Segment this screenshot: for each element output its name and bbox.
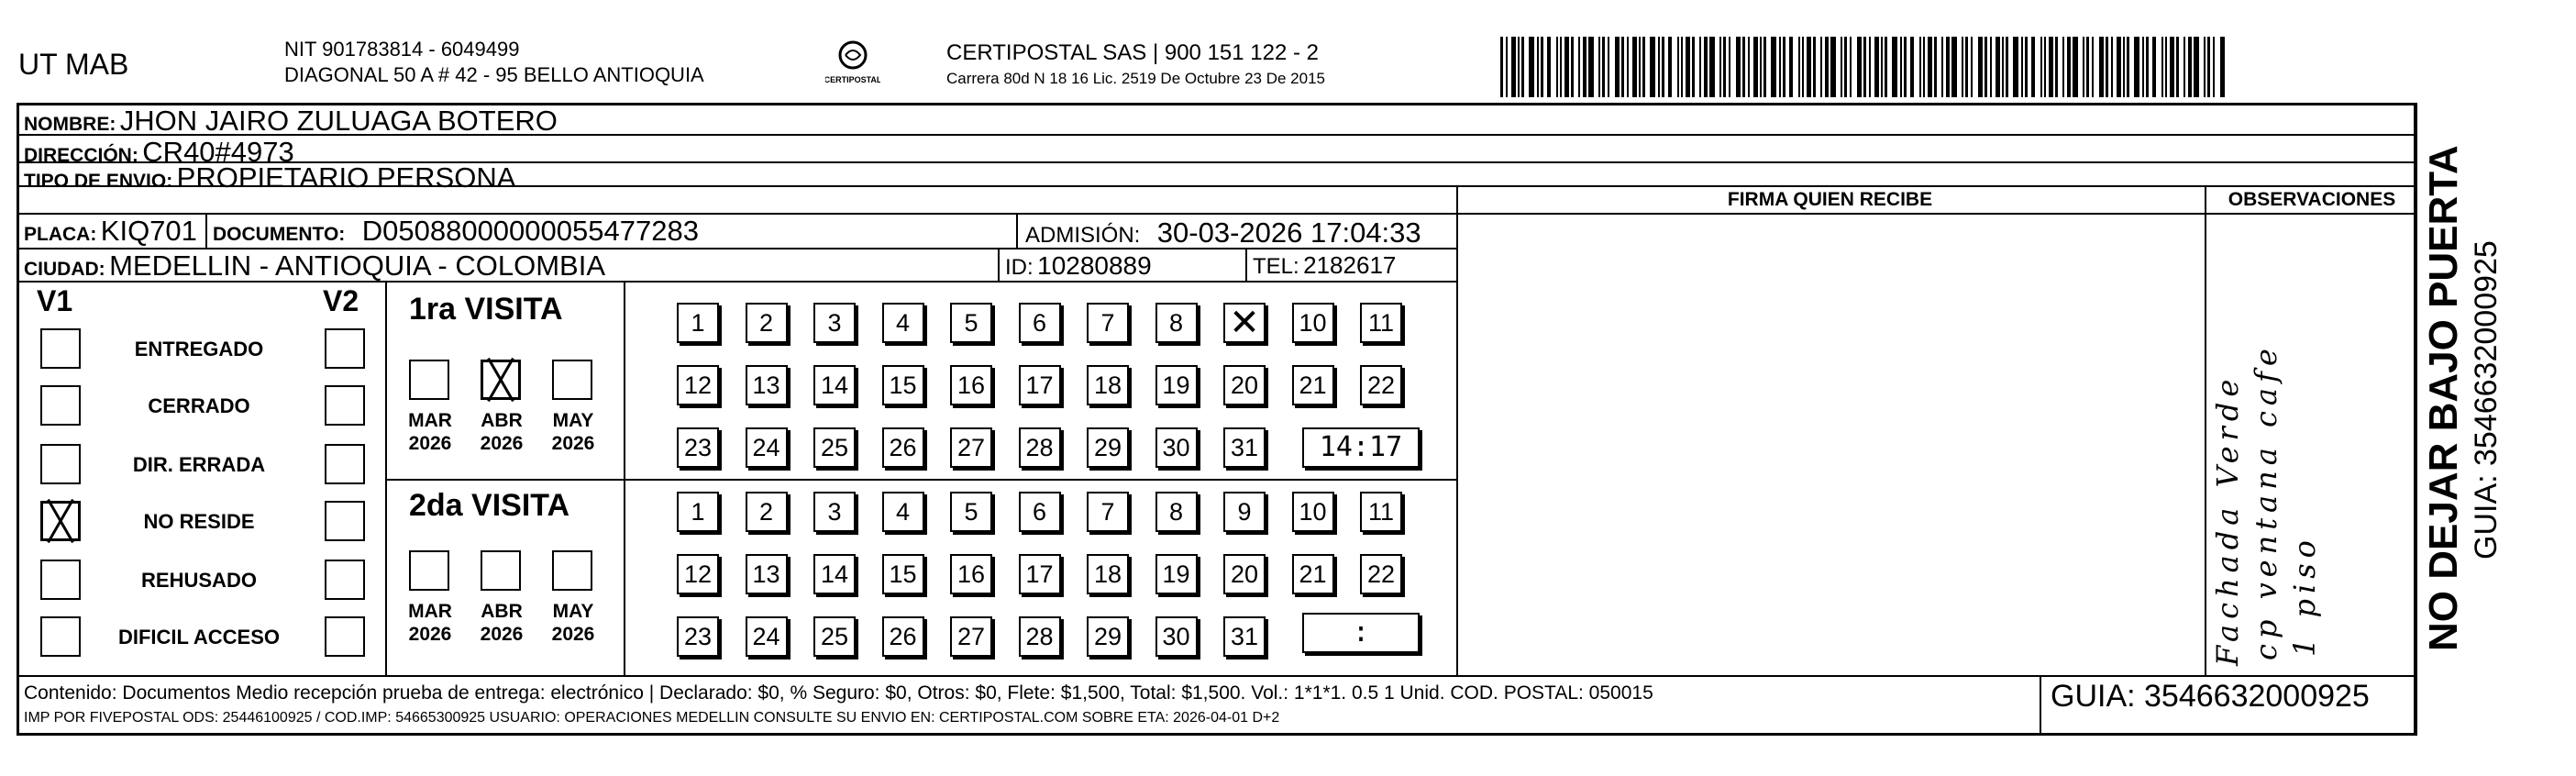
barcode-bar xyxy=(2055,37,2058,97)
day-box[interactable]: 24 xyxy=(746,427,788,468)
observation-line-1: Fachada Verde xyxy=(2210,373,2245,666)
barcode-bar xyxy=(1598,37,1600,97)
day-box[interactable]: 22 xyxy=(1360,554,1402,594)
day-box[interactable]: 25 xyxy=(813,427,856,468)
barcode-bar xyxy=(1985,37,1987,97)
day-box[interactable]: 11 xyxy=(1360,303,1402,343)
day-box[interactable]: 13 xyxy=(746,554,788,594)
barcode-bar xyxy=(2146,37,2149,97)
barcode xyxy=(1500,37,2232,97)
ciudad-row xyxy=(24,249,605,283)
tipo-label: TIPO DE ENVIO: xyxy=(24,171,173,192)
barcode-bar xyxy=(1900,37,1902,97)
barcode-bar xyxy=(2031,37,2035,97)
barcode-bar xyxy=(1632,37,1637,97)
barcode-bar xyxy=(1521,37,1524,97)
barcode-bar xyxy=(2040,37,2042,97)
month-checkbox[interactable] xyxy=(409,360,449,400)
reason-v2-checkbox[interactable] xyxy=(325,501,365,541)
day-box[interactable]: 28 xyxy=(1019,427,1061,468)
day-box[interactable]: 18 xyxy=(1087,365,1129,405)
barcode-bar xyxy=(1621,37,1624,97)
day-box[interactable]: 6 xyxy=(1019,492,1061,532)
day-box[interactable]: 12 xyxy=(677,554,719,594)
visit1-time[interactable]: 14:17 xyxy=(1302,427,1420,468)
day-box[interactable]: 15 xyxy=(882,365,924,405)
barcode-bar xyxy=(2188,37,2192,97)
day-box[interactable]: 7 xyxy=(1087,492,1129,532)
reason-v1-checkbox[interactable] xyxy=(40,444,81,484)
day-box[interactable]: 29 xyxy=(1087,616,1129,657)
placa-label: PLACA: xyxy=(24,224,97,245)
barcode-bar xyxy=(1658,37,1660,97)
month-checkbox[interactable] xyxy=(552,550,592,591)
month-label: MAR 2026 xyxy=(408,601,452,645)
ciudad-label: CIUDAD: xyxy=(24,259,105,280)
admision-value: 30-03-2026 17:04:33 xyxy=(1156,216,1421,249)
barcode-bar xyxy=(2111,37,2113,97)
barcode-bar xyxy=(1962,37,1963,97)
visit2-title: 2da VISITA xyxy=(409,488,570,523)
barcode-bar xyxy=(1951,37,1957,97)
day-box[interactable]: 21 xyxy=(1292,365,1334,405)
barcode-bar xyxy=(1668,37,1672,97)
reason-v1-checkbox[interactable] xyxy=(40,501,81,541)
day-box[interactable]: 24 xyxy=(746,616,788,657)
visit1-title: 1ra VISITA xyxy=(409,292,563,327)
day-box[interactable]: 3 xyxy=(813,303,856,343)
barcode-bar xyxy=(2184,37,2185,97)
day-box[interactable]: 18 xyxy=(1087,554,1129,594)
barcode-bar xyxy=(1885,37,1887,97)
v1-header: V1 xyxy=(37,284,73,317)
barcode-bar xyxy=(1892,37,1897,97)
barcode-bar xyxy=(1627,37,1629,97)
day-box[interactable]: 14 xyxy=(813,365,856,405)
day-box[interactable]: 23 xyxy=(677,427,719,468)
barcode-bar xyxy=(2204,37,2206,97)
barcode-bar xyxy=(1602,37,1605,97)
direccion-value: CR40#4973 xyxy=(142,136,294,168)
day-box[interactable]: 19 xyxy=(1155,554,1198,594)
month-checkbox[interactable] xyxy=(481,550,521,591)
reason-label: NO RESIDE xyxy=(143,510,255,533)
barcode-bar xyxy=(2086,37,2089,97)
tipo-row xyxy=(24,161,515,194)
barcode-bar xyxy=(1863,37,1866,97)
barcode-bar xyxy=(2134,37,2139,97)
id-row xyxy=(1005,251,1152,281)
certipostal-logo xyxy=(825,37,880,92)
day-box[interactable]: 13 xyxy=(746,365,788,405)
barcode-bar xyxy=(1771,37,1776,97)
barcode-bar xyxy=(1990,37,1992,97)
nombre-row xyxy=(24,105,558,138)
barcode-bar xyxy=(1704,37,1708,97)
barcode-bar xyxy=(1971,37,1973,97)
day-box[interactable]: 8 xyxy=(1155,303,1198,343)
day-box[interactable]: 4 xyxy=(882,303,924,343)
barcode-bar xyxy=(1857,37,1862,97)
barcode-bar xyxy=(1719,37,1721,97)
barcode-bar xyxy=(2044,37,2046,97)
placa-row xyxy=(24,215,197,248)
day-box[interactable]: 23 xyxy=(677,616,719,657)
barcode-bar xyxy=(1820,37,1822,97)
barcode-bar xyxy=(1763,37,1766,97)
barcode-bar xyxy=(2127,37,2129,97)
footer-content: Contenido: Documentos Medio recepción prueba de entrega: electrónico | Declarado: $0, % Seguro: $0, Otros: $0, Flete: $1,500, Total: $1,500. Vol.: 1*1*1. 0.5 1 Unid. COD. POSTAL: 050015 xyxy=(24,682,1653,704)
barcode-bar xyxy=(1729,37,1730,97)
reason-label: REHUSADO xyxy=(141,569,257,592)
barcode-bar xyxy=(2161,37,2163,97)
day-box[interactable]: 27 xyxy=(950,616,992,657)
day-box[interactable]: 12 xyxy=(677,365,719,405)
reason-label: DIFICIL ACCESO xyxy=(117,626,280,649)
reason-label: ENTREGADO xyxy=(134,338,264,360)
day-box[interactable]: 19 xyxy=(1155,365,1198,405)
day-box[interactable]: 2 xyxy=(746,492,788,532)
sender-company: UT MAB xyxy=(18,48,129,81)
barcode-bar xyxy=(2207,37,2210,97)
barcode-bar xyxy=(1904,37,1907,97)
barcode-bar xyxy=(1578,37,1580,97)
barcode-bar xyxy=(1615,37,1620,97)
barcode-bar xyxy=(2170,37,2174,97)
barcode-bar xyxy=(2213,37,2215,97)
barcode-bar xyxy=(1919,37,1921,97)
barcode-bar xyxy=(1783,37,1786,97)
barcode-bar xyxy=(1723,37,1726,97)
barcode-bar xyxy=(1910,37,1914,97)
barcode-bar xyxy=(1869,37,1871,97)
month-checkbox[interactable] xyxy=(552,360,592,400)
barcode-bar xyxy=(1830,37,1836,97)
reason-v2-checkbox[interactable] xyxy=(325,444,365,484)
barcode-bar xyxy=(1736,37,1741,97)
day-box[interactable]: 8 xyxy=(1155,492,1198,532)
month-checkbox[interactable] xyxy=(481,360,521,400)
reason-v2-checkbox[interactable] xyxy=(325,385,365,426)
day-box[interactable]: 17 xyxy=(1019,365,1061,405)
barcode-bar xyxy=(2123,37,2125,97)
day-box[interactable]: 6 xyxy=(1019,303,1061,343)
day-box[interactable]: 10 xyxy=(1292,492,1334,532)
id-value: 10280889 xyxy=(1037,251,1152,280)
admision-label: ADMISIÓN: xyxy=(1025,223,1141,248)
day-box[interactable]: 11 xyxy=(1360,492,1402,532)
month-label: MAY 2026 xyxy=(551,410,595,454)
barcode-bar xyxy=(2067,37,2071,97)
day-box[interactable]: 26 xyxy=(882,616,924,657)
id-label: ID: xyxy=(1005,255,1034,280)
day-box[interactable]: 9 xyxy=(1223,492,1266,532)
barcode-bar xyxy=(1537,37,1539,97)
barcode-bar xyxy=(1583,37,1587,97)
placa-value: KIQ701 xyxy=(100,215,197,247)
barcode-bar xyxy=(1500,37,1503,97)
nombre-value: JHON JAIRO ZULUAGA BOTERO xyxy=(119,105,558,137)
barcode-bar xyxy=(1874,37,1879,97)
tel-row xyxy=(1253,251,1396,280)
footer-imp: IMP POR FIVEPOSTAL ODS: 25446100925 / COD.IMP: 54665300925 USUARIO: OPERACIONES MEDELLIN CONSULTE SU ENVIO EN: CERTIPOSTAL.COM SOBRE ETA: 2026-04-01 D+2 xyxy=(24,710,1280,726)
barcode-bar xyxy=(1511,37,1516,97)
carrier-address: Carrera 80d N 18 16 Lic. 2519 De Octubre 23 De 2015 xyxy=(946,70,1325,87)
reason-label: CERRADO xyxy=(148,394,250,417)
barcode-bar xyxy=(1639,37,1641,97)
day-box[interactable]: 20 xyxy=(1223,365,1266,405)
day-box[interactable]: 7 xyxy=(1087,303,1129,343)
direccion-label: DIRECCIÓN: xyxy=(24,145,138,166)
admision-row xyxy=(1025,216,1421,249)
barcode-bar xyxy=(1941,37,1943,97)
tel-label: TEL: xyxy=(1253,254,1299,279)
day-box[interactable]: 10 xyxy=(1292,303,1334,343)
barcode-bar xyxy=(1556,37,1558,97)
reason-v2-checkbox[interactable] xyxy=(325,560,365,600)
day-box[interactable]: 16 xyxy=(950,554,992,594)
observation-line-3: 1 piso xyxy=(2287,535,2322,657)
barcode-bar xyxy=(1642,37,1645,97)
barcode-bar xyxy=(1560,37,1562,97)
day-box[interactable]: 21 xyxy=(1292,554,1334,594)
barcode-bar xyxy=(1677,37,1679,97)
documento-label: DOCUMENTO: xyxy=(213,224,346,245)
tel-value: 2182617 xyxy=(1303,251,1397,279)
barcode-bar xyxy=(2002,37,2004,97)
barcode-bar xyxy=(2176,37,2179,97)
day-box[interactable]: 1 xyxy=(677,303,719,343)
barcode-bar xyxy=(1547,37,1551,97)
barcode-bar xyxy=(1681,37,1683,97)
day-box[interactable]: 16 xyxy=(950,365,992,405)
barcode-bar xyxy=(1965,37,1968,97)
barcode-bar xyxy=(1844,37,1847,97)
day-box[interactable]: 5 xyxy=(950,492,992,532)
barcode-bar xyxy=(2049,37,2053,97)
barcode-bar xyxy=(1928,37,1932,97)
barcode-bar xyxy=(2165,37,2167,97)
barcode-bar xyxy=(1571,37,1574,97)
reason-v1-checkbox[interactable] xyxy=(40,385,81,426)
nombre-label: NOMBRE: xyxy=(24,114,116,135)
day-box[interactable]: 15 xyxy=(882,554,924,594)
barcode-bar xyxy=(1923,37,1925,97)
month-checkbox[interactable] xyxy=(409,550,449,591)
barcode-bar xyxy=(2117,37,2121,97)
sender-info xyxy=(284,37,704,88)
reason-v2-checkbox[interactable] xyxy=(325,616,365,657)
day-box[interactable]: 25 xyxy=(813,616,856,657)
barcode-bar xyxy=(1807,37,1811,97)
day-box[interactable]: 28 xyxy=(1019,616,1061,657)
barcode-bar xyxy=(1650,37,1655,97)
ciudad-value: MEDELLIN - ANTIOQUIA - COLOMBIA xyxy=(109,249,605,282)
barcode-bar xyxy=(2083,37,2084,97)
barcode-bar xyxy=(2062,37,2064,97)
side-guia: GUIA: 3546632000925 xyxy=(2469,240,2504,560)
day-box[interactable]: 30 xyxy=(1155,427,1198,468)
side-notice: NO DEJAR BAJO PUERTA xyxy=(2421,145,2466,651)
barcode-bar xyxy=(2013,37,2018,97)
documento-value: D05088000000055477283 xyxy=(361,215,699,247)
barcode-bar xyxy=(1779,37,1781,97)
barcode-bar xyxy=(1506,37,1508,97)
barcode-bar xyxy=(2099,37,2104,97)
barcode-bar xyxy=(1978,37,1983,97)
day-box[interactable]: 20 xyxy=(1223,554,1266,594)
month-label: MAR 2026 xyxy=(408,410,452,454)
barcode-bar xyxy=(1850,37,1852,97)
day-box[interactable]: 22 xyxy=(1360,365,1402,405)
barcode-bar xyxy=(1996,37,2000,97)
month-label: ABR 2026 xyxy=(480,410,524,454)
barcode-bar xyxy=(2142,37,2144,97)
barcode-bar xyxy=(1699,37,1701,97)
barcode-bar xyxy=(1709,37,1715,97)
day-box[interactable]: 29 xyxy=(1087,427,1129,468)
barcode-bar xyxy=(1662,37,1664,97)
barcode-bar xyxy=(1934,37,1937,97)
sender-nit: NIT 901783814 - 6049499 xyxy=(284,38,520,61)
barcode-bar xyxy=(1825,37,1829,97)
reason-v1-checkbox[interactable] xyxy=(40,560,81,600)
carrier-name: CERTIPOSTAL SAS | 900 151 122 - 2 xyxy=(946,40,1319,65)
month-label: ABR 2026 xyxy=(480,601,524,645)
day-box[interactable]: 14 xyxy=(813,554,856,594)
day-box[interactable]: 3 xyxy=(813,492,856,532)
v2-header: V2 xyxy=(323,284,359,317)
visit2-time[interactable]: : xyxy=(1302,613,1420,653)
month-label: MAY 2026 xyxy=(551,601,595,645)
barcode-bar xyxy=(1748,37,1750,97)
barcode-bar xyxy=(1802,37,1804,97)
barcode-bar xyxy=(1881,37,1883,97)
logo-text: CERTIPOSTAL xyxy=(825,75,880,84)
day-box[interactable]: 31 xyxy=(1223,427,1266,468)
day-box[interactable]: 2 xyxy=(746,303,788,343)
day-box[interactable]: 17 xyxy=(1019,554,1061,594)
reason-v1-checkbox[interactable] xyxy=(40,616,81,657)
observation-line-2: cp ventana cafe xyxy=(2249,343,2283,660)
barcode-bar xyxy=(1798,37,1800,97)
barcode-bar xyxy=(1518,37,1520,97)
barcode-bar xyxy=(1564,37,1569,97)
barcode-bar xyxy=(1541,37,1543,97)
day-box[interactable]: 27 xyxy=(950,427,992,468)
barcode-bar xyxy=(2073,37,2078,97)
barcode-bar xyxy=(1692,37,1695,97)
barcode-bar xyxy=(2220,37,2225,97)
reason-v1-checkbox[interactable] xyxy=(40,328,81,369)
day-box[interactable]: 30 xyxy=(1155,616,1198,657)
barcode-bar xyxy=(2025,37,2028,97)
documento-row xyxy=(213,215,699,248)
barcode-bar xyxy=(1789,37,1793,97)
day-box[interactable]: 1 xyxy=(677,492,719,532)
tipo-value: PROPIETARIO PERSONA xyxy=(176,161,516,194)
barcode-bar xyxy=(1813,37,1816,97)
barcode-bar xyxy=(1529,37,1534,97)
barcode-bar xyxy=(1686,37,1690,97)
day-box[interactable]: 5 xyxy=(950,303,992,343)
barcode-bar xyxy=(1753,37,1758,97)
firma-header: FIRMA QUIEN RECIBE xyxy=(1727,189,1933,210)
barcode-bar xyxy=(2194,37,2199,97)
day-box[interactable]: 26 xyxy=(882,427,924,468)
barcode-bar xyxy=(2006,37,2008,97)
barcode-bar xyxy=(1588,37,1594,97)
barcode-bar xyxy=(1841,37,1842,97)
barcode-bar xyxy=(2106,37,2108,97)
barcode-bar xyxy=(2021,37,2023,97)
reason-label: DIR. ERRADA xyxy=(132,453,266,476)
barcode-bar xyxy=(2092,37,2094,97)
sender-address: DIAGONAL 50 A # 42 - 95 BELLO ANTIOQUIA xyxy=(284,63,704,86)
barcode-bar xyxy=(1608,37,1609,97)
barcode-bar xyxy=(2152,37,2156,97)
day-box[interactable]: 4 xyxy=(882,492,924,532)
barcode-bar xyxy=(1760,37,1762,97)
day-box[interactable]: ✕ xyxy=(1223,303,1266,343)
barcode-bar xyxy=(1946,37,1950,97)
observaciones-header: OBSERVACIONES xyxy=(2228,189,2396,210)
barcode-bar xyxy=(1742,37,1745,97)
reason-v2-checkbox[interactable] xyxy=(325,328,365,369)
footer-guia: GUIA: 3546632000925 xyxy=(2051,679,2370,714)
day-box[interactable]: 31 xyxy=(1223,616,1266,657)
